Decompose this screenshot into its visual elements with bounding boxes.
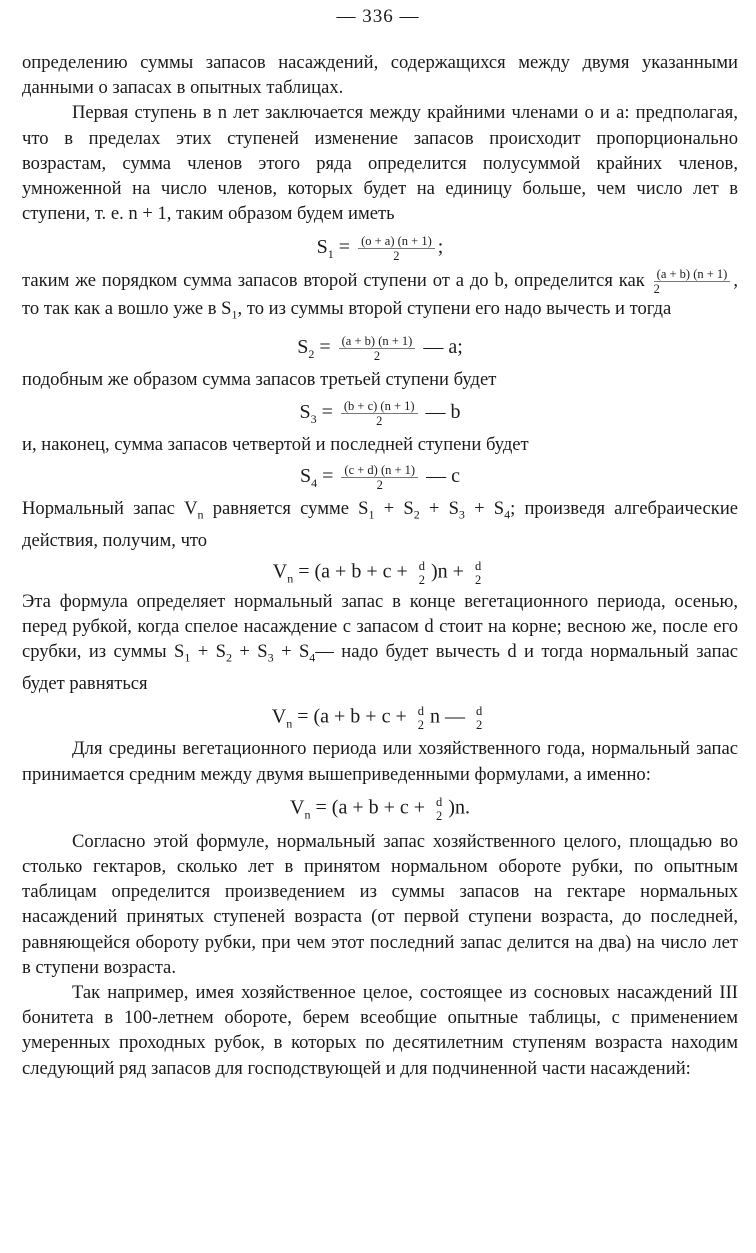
formula-vn-spring: $V_n = (a + b + c$ + d 2 n — d 2 <box>22 704 738 732</box>
fraction: $\frac{(o + a) (n + 1)}{2}$ <box>358 234 435 263</box>
formula-s1: $S_1$ = $\frac{(o + a) (n + 1)}{2}$ ; <box>316 234 444 264</box>
fraction: d 2 <box>436 794 443 823</box>
paragraph: Для средины вегетационного периода или хозяйственного года, нормальный запас принимается средним между двумя вышеприведенными формулами, а именно: <box>22 738 738 785</box>
fraction: d 2 <box>474 558 482 587</box>
paragraph: подобным же образом сумма запасов третьей ступени будет <box>22 369 497 391</box>
formula-vn-mid: $V_n = (a + b + c$ + d 2 )n. <box>290 794 470 823</box>
fraction: $\frac{(b + c) (n + 1)}{2}$ <box>341 399 418 428</box>
formula-vn-autumn: $V_n = (a + b + c$ + d 2 )n + d 2 <box>22 559 738 587</box>
paragraph: Эта формула определяет нормальный запас в конце вегетационного периода, осенью, перед рубкой, когда спелое насаждение с запасом d стоит на корне; весною же, после его срубки, из суммы $S_1 + S_2 + S_3$ + $S_4—$ надо будет вычесть d и тогда нормальный запас будет равняться <box>22 590 739 695</box>
fraction: d 2 <box>418 558 426 587</box>
formula-s3: $S_3$ = $\frac{(b + c) (n + 1)}{2}$ — b <box>299 398 461 428</box>
fraction: $\frac{(c + d) (n + 1)}{2}$ <box>341 463 418 492</box>
paragraph: таким же порядком сумма запасов второй ступени от a до b, определится как $\frac{(a + b) (n + 1)}{2}$ , то так как a вошло уже в $S_1$, то из суммы второй ступени его надо вычесть и тогда <box>22 267 738 323</box>
paragraph: Согласно этой формуле, нормальный запас хозяйственного целого, площадью во столько гектаров, сколько лет в принятом нормальном обороте рубки, по опытным таблицам определится произведением из суммы запасов на гектаре нормальных насаждений принятых ступеней возраста (от первой ступени возраста, до последней, равняющейся обороту рубки, при чем этот последний запас делится на два) на число лет в ступени возраста. <box>22 830 738 978</box>
page-number: — 336 — <box>336 6 420 27</box>
paragraph: Нормальный запас $V_n$ равняется сумме $S_1 + S_2 + S_3 + S_4$; произведя алгебраические действия, получим, что <box>22 497 739 551</box>
fraction: $\frac{(a + b) (n + 1)}{2}$ <box>654 267 731 296</box>
paragraph: Первая ступень в n лет заключается между крайними членами о и a: предполагая, что в пределах этих ступеней изменение запасов происходит пропорционально возрастам, сумма членов этого ряда определится полусуммой крайних членов, умноженной на число членов, которых будет на единицу больше, чем число лет в ступени, т. е. n + 1, таким образом будем иметь <box>22 102 738 225</box>
formula-s4: $S_4$ = $\frac{(c + d) (n + 1)}{2}$ — c <box>300 462 460 492</box>
fraction: d 2 <box>417 704 424 733</box>
paragraph: Так например, имея хозяйственное целое, состоящее из сосновых насаждений III бонитета в 100-летнем обороте, берем всеобщие опытные таблицы, с применением умеренных проходных рубок, в которых по десятилетним ступеням возраста находим следующий ряд запасов для господствующей и для подчиненной части насаждений: <box>22 982 738 1079</box>
fraction: $\frac{(a + b) (n + 1)}{2}$ <box>339 334 416 363</box>
paragraph: определению суммы запасов насаждений, содержащихся между двумя указанными данными о запасах в опытных таблицах. <box>22 52 738 99</box>
body-text <box>22 50 738 1081</box>
paragraph: и, наконец, сумма запасов четвертой и последней ступени будет <box>22 433 529 455</box>
fraction: d 2 <box>475 704 483 733</box>
formula-s2: $S_2$ = $\frac{(a + b) (n + 1)}{2}$ — a; <box>297 334 463 364</box>
